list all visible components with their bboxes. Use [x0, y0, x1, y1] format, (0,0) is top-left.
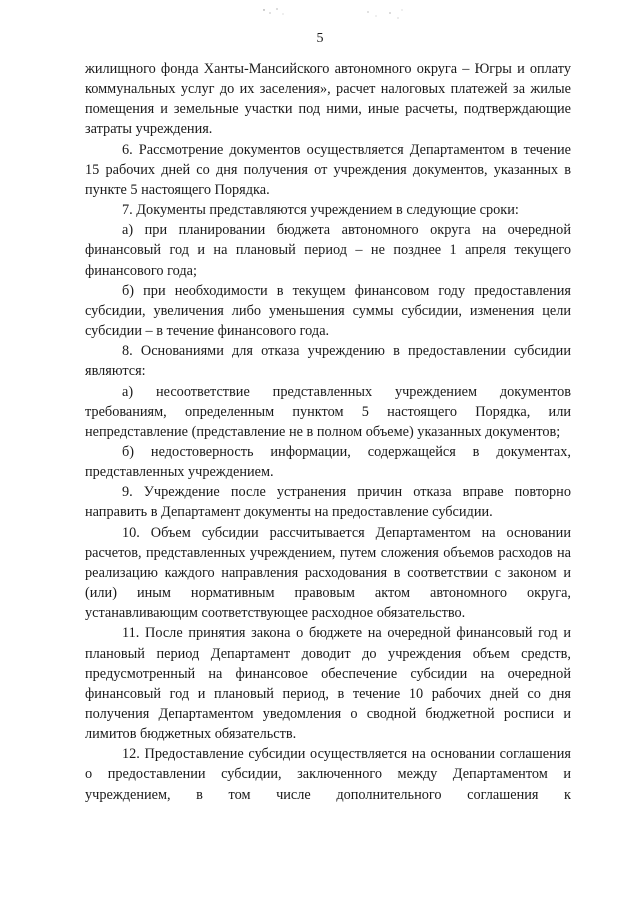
paragraph-7: 7. Документы представляются учреждением в следующие сроки: [122, 202, 519, 219]
paragraph-12: 12. Предоставление субсидии осуществляется на основании соглашения о предоставлении субсидии, заключенного между Департаментом и учреждением, в том числе дополнительного соглашения к [85, 746, 571, 803]
scan-artifact-specks [250, 4, 420, 26]
paragraph-7b: б) при необходимости в текущем финансовом году предоставления субсидии, увеличения либо уменьшения суммы субсидии, изменения цели субсидии – в течение финансового года. [85, 282, 571, 340]
paragraph-10: 10. Объем субсидии рассчитывается Департаментом на основании расчетов, представленных учреждением, путем сложения объемов расходов на реализацию каждого направления расходования в соответствии с законом и (или) иным нормативным правовым актом автономного округа, устанавливающим соответствующее расходное обязательство. [85, 524, 571, 622]
paragraph-continuation: жилищного фонда Ханты-Мансийского автономного округа – Югры и оплату коммунальных услуг до их заселения», расчет налоговых платежей за жилые помещения и земельные участки под ними, иные расчеты, подтверждающие затраты учреждения. [85, 61, 571, 138]
paragraph-7a: а) при планировании бюджета автономного округа на очередной финансовый год и на плановый период – не позднее 1 апреля текущего финансового года; [85, 222, 571, 279]
document-body [85, 59, 571, 805]
page-number: 5 [316, 31, 324, 46]
paragraph-8: 8. Основаниями для отказа учреждению в предоставлении субсидии являются: [85, 343, 571, 380]
paragraph-8b: б) недостоверность информации, содержащейся в документах, представленных учреждением. [85, 443, 571, 481]
paragraph-6: 6. Рассмотрение документов осуществляется Департаментом в течение 15 рабочих дней со дня получения от учреждения документов, указанных в пункте 5 настоящего Порядка. [85, 141, 571, 198]
paragraph-11: 11. После принятия закона о бюджете на очередной финансовый год и плановый период Департамент доводит до учреждения объем средств, предусмотренный на финансовое обеспечение субсидии на очередной финансовый год и плановый период, в течение 10 рабочих дней со дня получения Департаментом уведомления о сводной бюджетной росписи и лимитов бюджетных обязательств. [85, 625, 571, 743]
paragraph-9: 9. Учреждение после устранения причин отказа вправе повторно направить в Департамент документы на предоставление субсидии. [85, 484, 571, 521]
paragraph-8a: а) несоответствие представленных учреждением документов требованиям, определенным пунктом 5 настоящего Порядка, или непредставление (представление не в полном объеме) указанных документов; [85, 383, 571, 440]
